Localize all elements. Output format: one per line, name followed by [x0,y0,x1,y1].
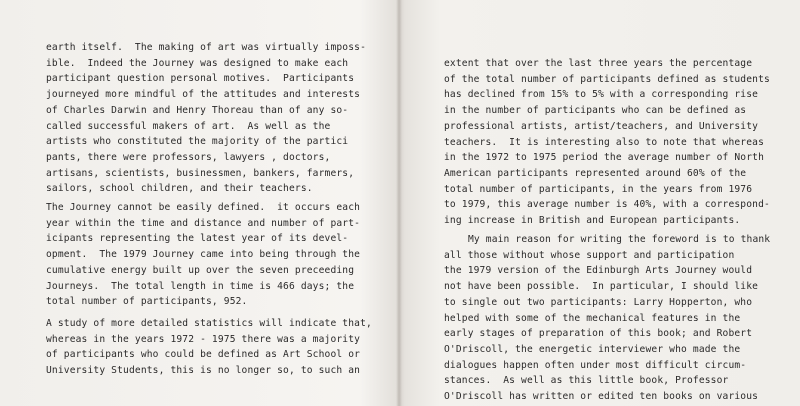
text-line: opment. The 1979 Journey came into being through the [46,249,361,261]
text-line: earth itself. The making of art was virtually imposs- [46,42,366,53]
right-paragraph-2 [444,232,770,405]
left-page [0,0,398,406]
text-line: professional artists, artist/teachers, and University [444,120,759,132]
text-line: all those without whose support and participation [444,249,735,261]
text-line: stances. As well as this little book, Professor [444,375,729,387]
text-line: extent that over the last three years the percentage [444,58,753,69]
text-line: of the total number of participants defined as students [444,73,770,85]
left-paragraph-1 [46,40,366,197]
text-line: teachers. It is interesting also to note that whereas [444,136,764,148]
text-line: total number of participants, 952. [46,296,248,308]
text-line: A study of more detailed statistics will indicate that, [46,318,372,329]
right-page [402,0,800,406]
text-line: has declined from 15% to 5% with a corresponding rise [444,89,759,101]
text-line: O'Driscoll, the energetic interviewer who made the [444,343,741,355]
text-line: total number of participants, in the years from 1976 [444,183,753,195]
text-line: artists who constituted the majority of the partici [46,136,349,148]
text-line: American participants represented around 60% of the [444,167,747,179]
text-line: O'Driscoll has written or edited ten books on various [444,391,759,403]
text-line: The Journey cannot be easily defined. it occurs each [46,202,361,213]
text-line: of participants who could be defined as Art School or [46,349,361,361]
text-line: helped with some of the mechanical features in the [444,312,741,324]
text-line: pants, there were professors, lawyers , doctors, [46,151,331,163]
text-line: journeyed more mindful of the attitudes and interests [46,89,361,101]
text-line: year within the time and distance and number of part- [46,217,361,229]
text-line: University Students, this is no longer so, to such an [46,365,361,377]
text-line: the 1979 version of the Edinburgh Arts Journey would [444,265,753,277]
text-line: artisans, scientists, businessmen, bankers, farmers, [46,167,355,179]
text-line: My main reason for writing the foreword is to thank [468,234,771,245]
text-line: dialogues happen often under most difficult circum- [444,359,747,371]
right-paragraph-1 [444,56,770,229]
text-line: in the number of participants who can be defined as [444,105,747,117]
text-line: cumulative energy built up over the seven preceeding [46,264,355,276]
text-line: to 1979, this average number is 40%, with a correspond- [444,199,770,211]
left-paragraph-2 [46,200,360,310]
text-line: sailors, school children, and their teachers. [46,183,313,195]
text-line: Journeys. The total length in time is 466 days; the [46,280,355,292]
text-line: ing increase in British and European participants. [444,215,741,227]
text-line: early stages of preparation of this book; and Robert [444,328,753,340]
text-line: of Charles Darwin and Henry Thoreau than of any so- [46,104,349,116]
text-line: called successful makers of art. As well as the [46,120,331,132]
left-paragraph-3 [46,316,372,379]
text-line: ible. Indeed the Journey was designed to make each [46,57,349,69]
text-line: in the 1972 to 1975 period the average number of North [444,152,764,164]
text-line: participant question personal motives. Participants [46,73,355,85]
text-line: not have been possible. In particular, I should like [444,281,759,293]
text-line: whereas in the years 1972 - 1975 there was a majority [46,333,361,345]
text-line: to single out two participants: Larry Hopperton, who [444,296,753,308]
text-line: icipants representing the latest year of its devel- [46,233,349,245]
